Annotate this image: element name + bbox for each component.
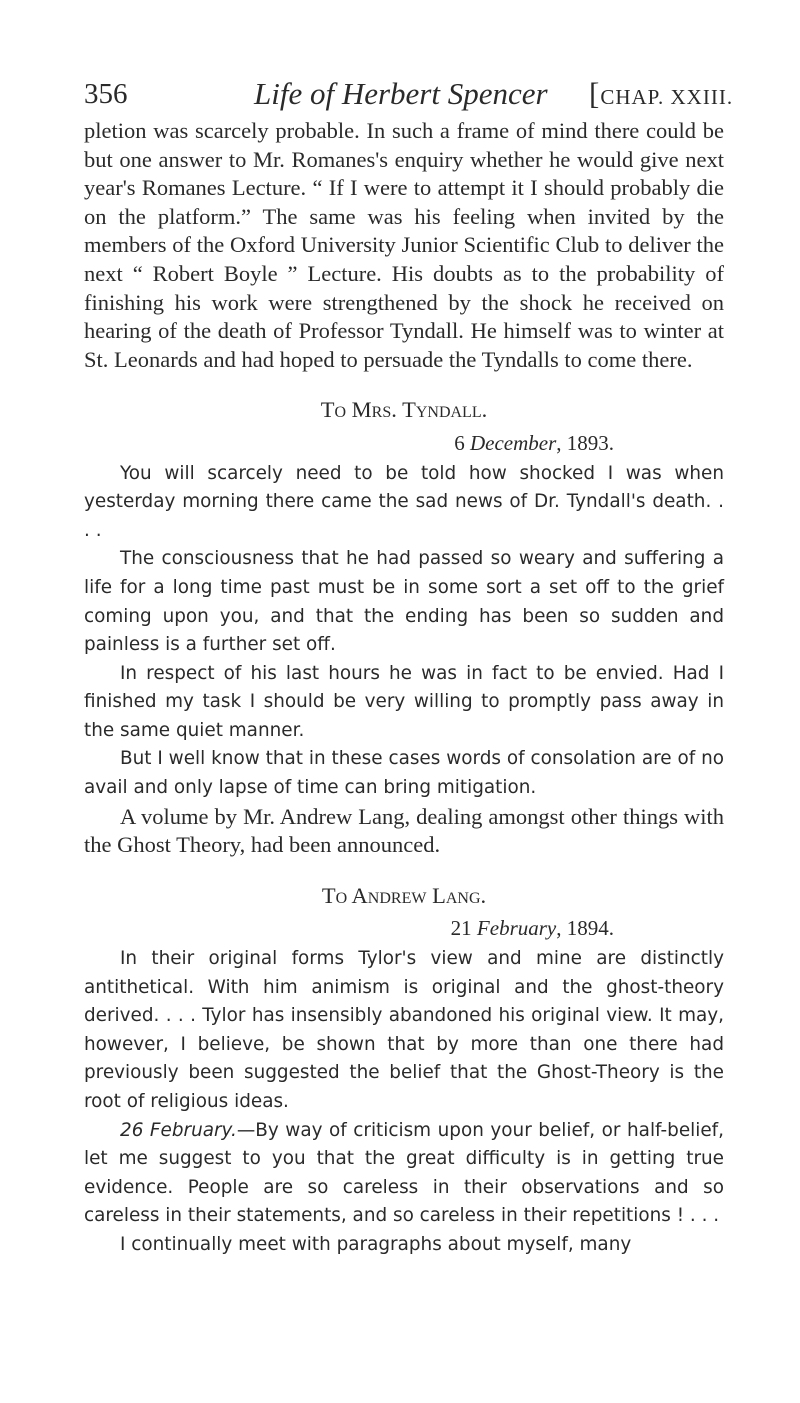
letter-date-2 — [84, 914, 724, 943]
letter-date-year: , 1893. — [556, 430, 614, 455]
inline-date: 26 February. — [120, 1119, 237, 1141]
letter-paragraph-dated — [84, 1117, 724, 1231]
running-title: Life of Herbert Spencer — [254, 76, 548, 111]
paragraph-lang-volume: A volume by Mr. Andrew Lang, dealing amongst other things with the Ghost Theory, had been announced. — [84, 803, 724, 858]
letter-paragraph: I continually meet with paragraphs about myself, many — [120, 1233, 632, 1255]
letter-heading-mrs-tyndall: To Mrs. Tyndall. — [320, 397, 488, 423]
letter-to-andrew-lang — [84, 945, 724, 1260]
page-number: 356 — [84, 78, 128, 110]
paragraph-intro: pletion was scarcely probable. In such a frame of mind there could be but one answer to Mr. Romanes's enquiry whether he would give next year's Romanes Lecture. “ If I were to attempt it I should probably die on the platform.” The same was his feeling when invited by the members of the Oxford University Junior Scientific Club to deliver the next “ Robert Boyle ” Lecture. His doubts as to the probability of finishing his work were strengthened by the shock he received on hearing of the death of Professor Tyndall. He himself was to winter at St. Leonards and had hoped to persuade the Tyndalls to come there. — [84, 118, 724, 372]
letter-heading-andrew-lang: To Andrew Lang. — [321, 882, 487, 908]
letter-date-month: February — [476, 916, 557, 941]
letter-paragraph: The consciousness that he had passed so weary and suffering a life for a long time past must be in some sort a set off to the grief coming upon you, and that the ending has been so sudden and painless is a further set off. — [84, 548, 724, 656]
letter-date-day: 6 — [454, 430, 465, 455]
letter-paragraph: But I well know that in these cases words of consolation are of no avail and only lapse of time can bring mitigation. — [84, 748, 724, 799]
body-text — [84, 117, 724, 1260]
letter-date-month: December — [469, 430, 557, 455]
letter-paragraph-text: —By way of criticism upon your belief, or half-belief, let me suggest to you that the great difficulty is in getting true evidence. People are so careless in their observations and so careless in their statements, and so careless in their repetitions ! . . . — [84, 1119, 724, 1227]
letter-to-mrs-tyndall — [84, 460, 724, 803]
chapter-reference — [589, 74, 733, 117]
letter-paragraph: In respect of his last hours he was in fact to be envied. Had I finished my task I should be very willing to promptly pass away in the same quiet manner. — [84, 662, 724, 741]
letter-paragraph: In their original forms Tylor's view and mine are distinctly antithetical. With him animism is original and the ghost-theory derived. . . . Tylor has insensibly abandoned his original view. It may, however, I believe, be shown that by more than one there had previously been suggested the belief that the Ghost-Theory is the root of religious ideas. — [84, 948, 724, 1112]
chapter-label: CHAP. XXIII. — [600, 85, 734, 109]
letter-paragraph: You will scarcely need to be told how shocked I was when yesterday morning there came the sad news of Dr. Tyndall's death. . . . — [84, 462, 724, 541]
page-header — [84, 74, 734, 114]
chapter-bracket: [ — [589, 76, 601, 111]
letter-date-1 — [84, 429, 724, 458]
letter-date-day: 21 — [450, 916, 472, 941]
letter-date-year: , 1894. — [556, 916, 614, 941]
